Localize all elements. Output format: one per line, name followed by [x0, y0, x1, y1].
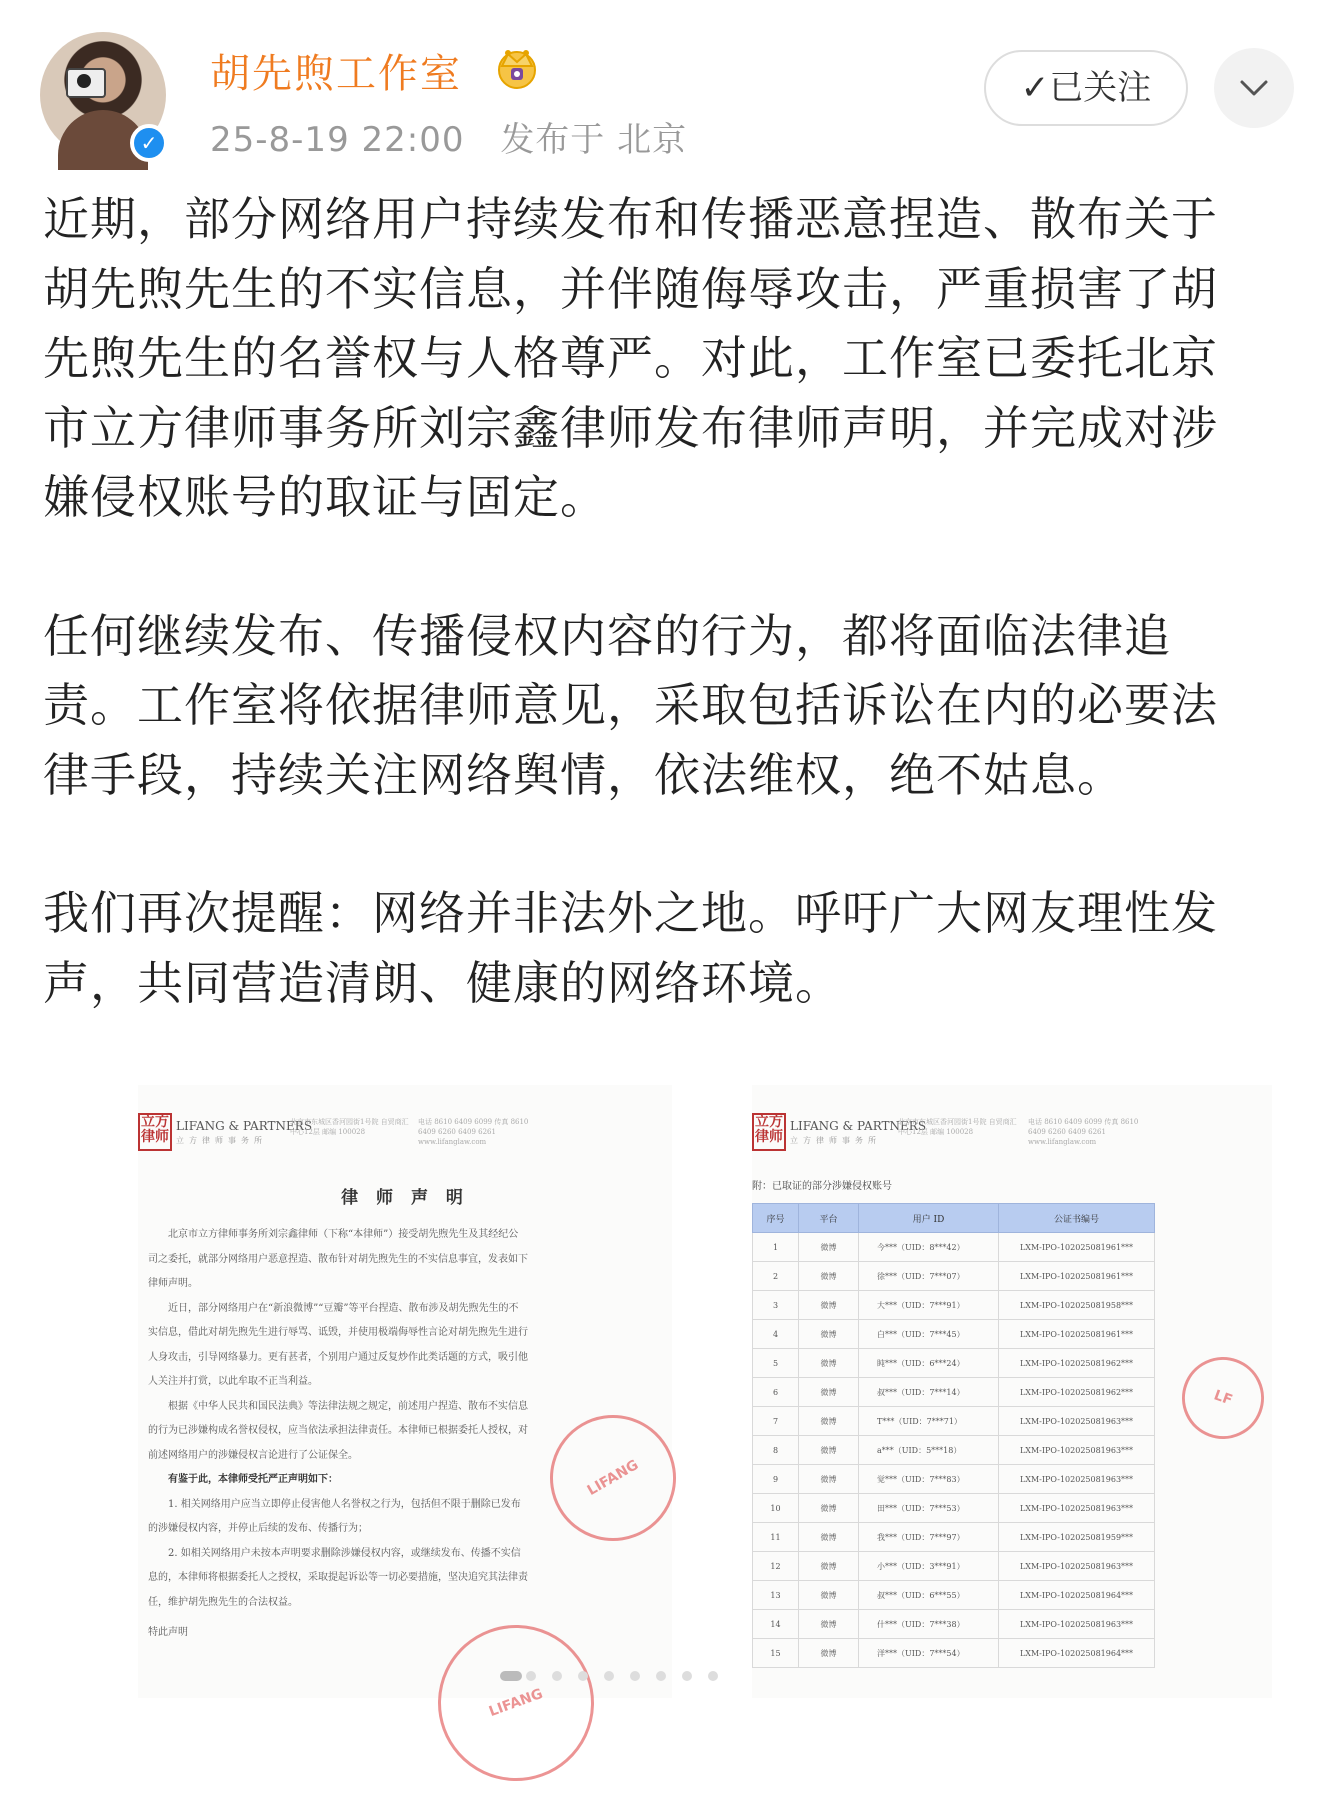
- table-row: [753, 1291, 1155, 1320]
- table-cell: 大***（UID：7***91）: [859, 1291, 999, 1320]
- table-cell: 15: [753, 1639, 799, 1668]
- table-cell: 10: [753, 1494, 799, 1523]
- statement-title: 律 师 声 明: [341, 1188, 469, 1208]
- table-cell: LXM-IPO-102025081963***: [999, 1407, 1155, 1436]
- account-list-image[interactable]: [752, 1085, 1272, 1698]
- table-cell: LXM-IPO-102025081962***: [999, 1378, 1155, 1407]
- pager-dot: [682, 1671, 692, 1681]
- table-cell: LXM-IPO-102025081964***: [999, 1581, 1155, 1610]
- table-row: [753, 1262, 1155, 1291]
- firm-logo: 立方律师: [752, 1113, 786, 1151]
- statement-image[interactable]: [138, 1085, 672, 1721]
- table-cell: 14: [753, 1610, 799, 1639]
- post-body: [43, 185, 1243, 1018]
- table-cell: LXM-IPO-102025081963***: [999, 1465, 1155, 1494]
- table-row: [753, 1581, 1155, 1610]
- seal-stamp-icon: LIFANG: [416, 1603, 616, 1803]
- post-paragraph: 近期，部分网络用户持续发布和传播恶意捏造、散布关于胡先煦先生的不实信息，并伴随侮辱攻击，严重损害了胡先煦先生的名誉权与人格尊严。对此，工作室已委托北京市立方律师事务所刘宗鑫律师发布律师声明，并完成对涉嫌侵权账号的取证与固定。: [43, 192, 1218, 524]
- statement-paragraph: 近日，部分网络用户在“新浪微博”“豆瓣”等平台捏造、散布涉及胡先煦先生的不实信息，借此对胡先煦先生进行辱骂、诋毁，并使用极端侮辱性言论对胡先煦先生进行人身攻击，引导网络暴力。更有甚者，个别用户通过反复炒作此类话题的方式，吸引他人关注并打赏，以此牟取不正当利益。: [148, 1302, 528, 1387]
- table-cell: 徐***（UID：7***07）: [859, 1262, 999, 1291]
- table-cell: 白***（UID：7***45）: [859, 1320, 999, 1349]
- table-cell: 2: [753, 1262, 799, 1291]
- table-cell: LXM-IPO-102025081961***: [999, 1262, 1155, 1291]
- verified-check-icon: ✓: [130, 124, 168, 162]
- table-cell: 11: [753, 1523, 799, 1552]
- table-row: [753, 1552, 1155, 1581]
- letterhead: [752, 1113, 1272, 1153]
- table-cell: 微博: [799, 1465, 859, 1494]
- firm-logo: 立方律师: [138, 1113, 172, 1151]
- table-cell: 8: [753, 1436, 799, 1465]
- table-cell: 微博: [799, 1233, 859, 1262]
- table-cell: 盹***（UID：6***24）: [859, 1349, 999, 1378]
- post-paragraph: 任何继续发布、传播侵权内容的行为，都将面临法律追责。工作室将依据律师意见，采取包括诉讼在内的必要法律手段，持续关注网络舆情，依法维权，绝不姑息。: [43, 608, 1218, 802]
- statement-paragraph: 2. 如相关网络用户未按本声明要求删除涉嫌侵权内容，或继续发布、传播不实信息的，本律师将根据委托人之授权，采取提起诉讼等一切必要措施，坚决追究其法律责任，维护胡先煦先生的合法权益。: [148, 1547, 528, 1608]
- table-cell: 微博: [799, 1523, 859, 1552]
- seal-stamp-icon: LF: [1170, 1345, 1275, 1450]
- table-cell: 6: [753, 1378, 799, 1407]
- table-cell: 5: [753, 1349, 799, 1378]
- statement-paragraph: 1. 相关网络用户应当立即停止侵害他人名誉权之行为，包括但不限于删除已发布的涉嫌侵权内容，并停止后续的发布、传播行为；: [148, 1498, 521, 1534]
- column-header: 公证书编号: [999, 1204, 1155, 1233]
- table-cell: LXM-IPO-102025081958***: [999, 1291, 1155, 1320]
- table-header-row: [753, 1204, 1155, 1233]
- statement-paragraph: 有鉴于此，本律师受托严正声明如下：: [168, 1474, 338, 1485]
- post-images: [0, 1085, 1320, 1721]
- table-row: [753, 1523, 1155, 1552]
- table-cell: LXM-IPO-102025081963***: [999, 1494, 1155, 1523]
- table-cell: 7: [753, 1407, 799, 1436]
- post-header: [0, 0, 1320, 170]
- table-cell: 微博: [799, 1436, 859, 1465]
- column-header: 用户 ID: [859, 1204, 999, 1233]
- table-cell: 微博: [799, 1320, 859, 1349]
- table-cell: 叔***（UID：6***55）: [859, 1581, 999, 1610]
- table-cell: 微博: [799, 1581, 859, 1610]
- table-cell: 3: [753, 1291, 799, 1320]
- table-cell: 田***（UID：7***53）: [859, 1494, 999, 1523]
- table-cell: LXM-IPO-102025081961***: [999, 1233, 1155, 1262]
- table-cell: 微博: [799, 1291, 859, 1320]
- table-row: [753, 1436, 1155, 1465]
- table-cell: 我***（UID：7***97）: [859, 1523, 999, 1552]
- table-cell: 微博: [799, 1349, 859, 1378]
- firm-subname: 立方律师事务所: [790, 1136, 881, 1145]
- table-row: [753, 1349, 1155, 1378]
- table-cell: 1: [753, 1233, 799, 1262]
- table-cell: 微博: [799, 1262, 859, 1291]
- letterhead: [138, 1113, 672, 1153]
- table-cell: 微博: [799, 1378, 859, 1407]
- table-cell: 微博: [799, 1610, 859, 1639]
- firm-subname: 立方律师事务所: [176, 1136, 267, 1145]
- table-cell: 微博: [799, 1494, 859, 1523]
- table-cell: 今***（UID：8***42）: [859, 1233, 999, 1262]
- firm-name: LIFANG & PARTNERS: [176, 1119, 313, 1133]
- table-cell: LXM-IPO-102025081963***: [999, 1610, 1155, 1639]
- table-cell: LXM-IPO-102025081959***: [999, 1523, 1155, 1552]
- statement-paragraph: 北京市立方律师事务所刘宗鑫律师（下称“本律师”）接受胡先煦先生及其经纪公司之委托，就部分网络用户恶意捏造、散布针对胡先煦先生的不实信息事宜，发表如下律师声明。: [148, 1229, 528, 1289]
- table-cell: 微博: [799, 1552, 859, 1581]
- table-cell: 12: [753, 1552, 799, 1581]
- table-cell: LXM-IPO-102025081963***: [999, 1436, 1155, 1465]
- table-cell: 叔***（UID：7***14）: [859, 1378, 999, 1407]
- pager-dot: [708, 1671, 718, 1681]
- table-cell: a***（UID：5***18）: [859, 1436, 999, 1465]
- table-cell: 4: [753, 1320, 799, 1349]
- table-row: [753, 1465, 1155, 1494]
- column-header: 平台: [799, 1204, 859, 1233]
- post-paragraph: 我们再次提醒：网络并非法外之地。呼吁广大网友理性发声，共同营造清朗、健康的网络环境。: [43, 886, 1218, 1010]
- firm-name: LIFANG & PARTNERS: [790, 1119, 927, 1133]
- table-cell: LXM-IPO-102025081963***: [999, 1552, 1155, 1581]
- statement-closing: 特此声明: [148, 1627, 188, 1638]
- statement-paragraph: 根据《中华人民共和国民法典》等法律法规之规定，前述用户捏造、散布不实信息的行为已涉嫌构成名誉权侵权，应当依法承担法律责任。本律师已根据委托人授权，对前述网络用户的涉嫌侵权言论进行了公证保全。: [148, 1400, 528, 1461]
- statement-body: [148, 1223, 528, 1646]
- table-cell: LXM-IPO-102025081962***: [999, 1349, 1155, 1378]
- table-row: [753, 1233, 1155, 1262]
- table-cell: 觉***（UID：7***83）: [859, 1465, 999, 1494]
- table-cell: T***（UID：7***71）: [859, 1407, 999, 1436]
- table-row: [753, 1320, 1155, 1349]
- firm-address: 北京市东城区香河园街1号院 自贸商汇中心12层 邮编 100028: [290, 1118, 409, 1136]
- table-row: [753, 1494, 1155, 1523]
- more-options-button[interactable]: [1214, 48, 1294, 128]
- table-row: [753, 1610, 1155, 1639]
- table-cell: 洋***（UID：7***54）: [859, 1639, 999, 1668]
- table-cell: 13: [753, 1581, 799, 1610]
- crown-badge-icon: [490, 44, 544, 90]
- author-name[interactable]: 胡先煦工作室: [210, 51, 462, 97]
- table-row: [753, 1407, 1155, 1436]
- seal-stamp-icon: LIFANG: [527, 1392, 699, 1564]
- attachment-title: 附：已取证的部分涉嫌侵权账号: [752, 1181, 892, 1192]
- post-meta: [210, 112, 711, 161]
- table-row: [753, 1378, 1155, 1407]
- post-location: 发布于 北京: [500, 120, 688, 160]
- table-cell: 什***（UID：7***38）: [859, 1610, 999, 1639]
- table-row: [753, 1639, 1155, 1668]
- table-cell: 9: [753, 1465, 799, 1494]
- table-cell: LXM-IPO-102025081964***: [999, 1639, 1155, 1668]
- account-table: [752, 1203, 1155, 1668]
- firm-contact: 电话 8610 6409 6099 传真 8610 6409 6260 6409 6261 www.lifanglaw.com: [1028, 1118, 1139, 1146]
- table-cell: 小***（UID：3***91）: [859, 1552, 999, 1581]
- table-cell: 微博: [799, 1639, 859, 1668]
- column-header: 序号: [753, 1204, 799, 1233]
- follow-button[interactable]: ✓已关注: [984, 50, 1188, 126]
- table-cell: 微博: [799, 1407, 859, 1436]
- firm-contact: 电话 8610 6409 6099 传真 8610 6409 6260 6409 6261 www.lifanglaw.com: [418, 1118, 529, 1146]
- table-cell: LXM-IPO-102025081961***: [999, 1320, 1155, 1349]
- firm-address: 北京市东城区香河园街1号院 自贸商汇中心12层 邮编 100028: [898, 1118, 1017, 1136]
- chevron-down-icon: [1239, 79, 1269, 97]
- post-timestamp: 25-8-19 22:00: [210, 120, 465, 160]
